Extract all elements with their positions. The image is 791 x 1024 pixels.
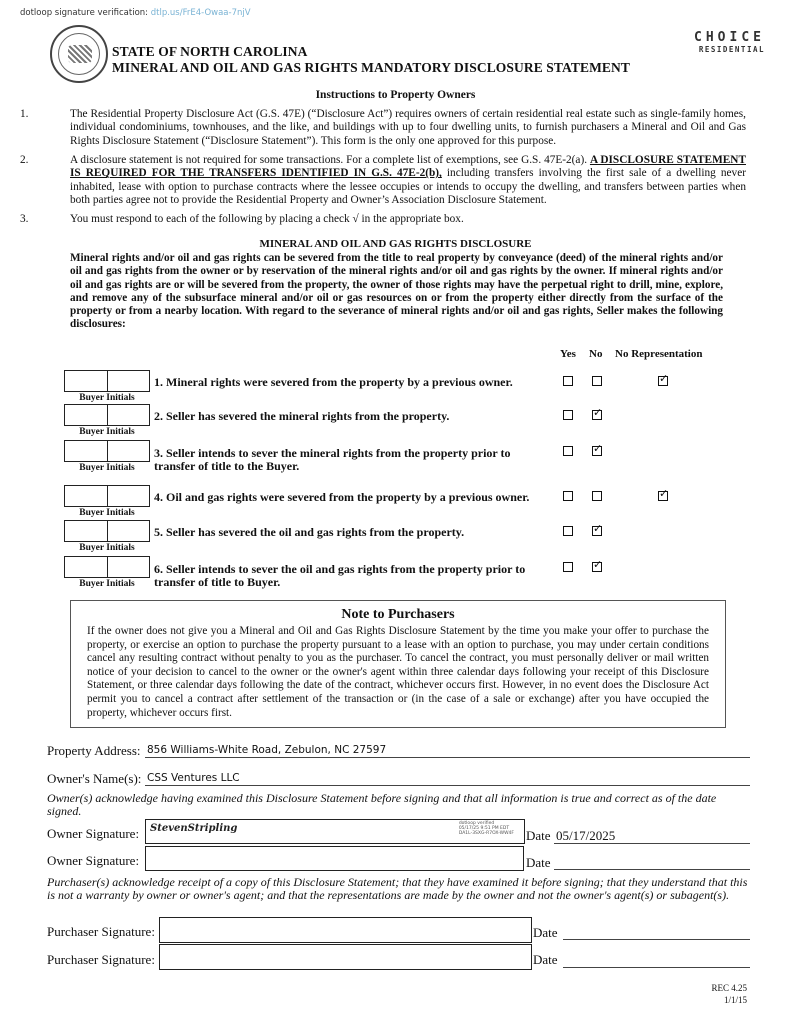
initials-box-1[interactable] <box>64 404 108 426</box>
item-text-a: A disclosure statement is not required for some transactions. For a complete list of exemptions, see G.S. 47E-2(a). <box>70 154 590 166</box>
initials-boxes[interactable] <box>64 556 150 578</box>
initials-box-2[interactable] <box>108 485 151 507</box>
initials-box-1[interactable] <box>64 556 108 578</box>
checkbox-no-representation[interactable] <box>658 491 668 501</box>
purchaser-signature-label-1: Purchaser Signature: <box>47 924 155 939</box>
initials-box-2[interactable] <box>108 520 151 542</box>
verification-label: dotloop signature verification: <box>20 8 149 18</box>
checkbox-yes[interactable] <box>563 491 573 501</box>
purchaser-date-line-2 <box>563 967 750 968</box>
owner-signature-field-1[interactable] <box>145 819 525 844</box>
instruction-item-3 <box>20 213 746 226</box>
purchaser-date-label-2: Date <box>533 952 558 967</box>
disclosure-heading: MINERAL AND OIL AND GAS RIGHTS DISCLOSURE <box>259 238 532 250</box>
dotloop-stamp <box>459 821 514 836</box>
checkbox-no[interactable] <box>592 446 602 456</box>
owner-date-label-1: Date <box>526 828 551 843</box>
brand-line-2: RESIDENTIAL <box>698 45 765 54</box>
purchaser-date-line-1 <box>563 939 750 940</box>
initials-boxes[interactable] <box>64 404 150 426</box>
column-yes: Yes <box>560 348 576 360</box>
instructions-heading: Instructions to Property Owners <box>315 89 476 101</box>
owner-names-label: Owner's Name(s): <box>47 771 142 786</box>
initials-boxes[interactable] <box>64 440 150 462</box>
item-text: You must respond to each of the following by placing a check √ in the appropriate box. <box>70 213 464 225</box>
checkbox-no[interactable] <box>592 491 602 501</box>
form-footer <box>711 982 747 1006</box>
instruction-item-1 <box>20 108 746 148</box>
checkbox-yes[interactable] <box>563 526 573 536</box>
question-text: 5. Seller has severed the oil and gas rights from the property. <box>154 525 465 539</box>
purchaser-acknowledgement: Purchaser(s) acknowledge receipt of a copy of this Disclosure Statement; that they have examined it before signing; that they understand that this is not a warranty by owner or owner's agent; and that the representations are made by the owner and not the owner's agent(s) or subagent(s). <box>47 875 748 902</box>
stamp-line: 05/17/25 9:51 PM EDT <box>458 826 510 831</box>
initials-box-2[interactable] <box>108 556 151 578</box>
column-no-representation: No Representation <box>615 348 703 360</box>
note-text: If the owner does not give you a Mineral and Oil and Gas Rights Disclosure Statement by the time you make your offer to purchase the property, or exercise an option to purchase the property pursuant to a lease with an option to purchase, you may under certain conditions cancel any resulting contract without penalty to you as the purchaser. To cancel the contract, you must personally deliver or mail written notice of your decision to cancel to the owner or the owner's agent within three calendar days following your receipt of this Disclosure Statement, or three calendar days following the date of the contract, whichever occurs first. However, in no event does the Disclosure Act permit you to cancel a contract after settlement of the transaction or (in the case of a sale or exchange) after you have occupied the property, whichever occurs first. <box>87 625 709 719</box>
purchaser-signature-field-1[interactable] <box>159 917 532 943</box>
note-to-purchasers <box>70 600 726 728</box>
initials-box-1[interactable] <box>64 440 108 462</box>
buyer-initials-label: Buyer Initials <box>79 543 135 553</box>
buyer-initials-label: Buyer Initials <box>79 393 135 403</box>
initials-box-1[interactable] <box>64 485 108 507</box>
property-address-value[interactable]: 856 Williams-White Road, Zebulon, NC 27597 <box>147 744 387 756</box>
initials-boxes[interactable] <box>64 370 150 392</box>
purchaser-signature-field-2[interactable] <box>159 944 532 970</box>
item-text-b: including transfers involving the first sale of a dwelling never inhabited, lease with option to purchase contracts where the lessee occupies or intends to occupy the dwelling, and transfers between parties when both parties agree not to provide the Residential Property and Owner’s Association Disclosure Statement. <box>70 167 746 206</box>
buyer-initials-label: Buyer Initials <box>79 463 135 473</box>
buyer-initials[interactable] <box>64 485 150 518</box>
seal-icon <box>50 25 108 83</box>
checkbox-no[interactable] <box>592 410 602 420</box>
item-number: 1. <box>20 108 29 120</box>
owner-names-value[interactable]: CSS Ventures LLC <box>147 772 240 784</box>
property-address-line <box>145 757 750 758</box>
checkbox-yes[interactable] <box>563 376 573 386</box>
initials-boxes[interactable] <box>64 485 150 507</box>
checkbox-no[interactable] <box>592 562 602 572</box>
dotloop-verification <box>20 8 251 18</box>
owner-date-line-1 <box>554 843 750 844</box>
owner-signature-field-2[interactable] <box>145 846 524 871</box>
checkbox-no[interactable] <box>592 376 602 386</box>
column-no: No <box>589 348 603 360</box>
owner-signature-value: StevenStripling <box>150 823 238 834</box>
title-line-1: STATE OF NORTH CAROLINA <box>112 44 308 59</box>
owner-date-value-1[interactable]: 05/17/2025 <box>556 828 616 843</box>
document-title <box>112 44 630 76</box>
buyer-initials-label: Buyer Initials <box>79 508 135 518</box>
form-date: 1/1/15 <box>723 995 747 1005</box>
owner-names-line <box>145 785 750 786</box>
checkbox-yes[interactable] <box>563 410 573 420</box>
brand-line-1: CHOICE <box>694 30 765 45</box>
initials-box-2[interactable] <box>108 440 151 462</box>
initials-box-1[interactable] <box>64 520 108 542</box>
stamp-line: DA1L-3SXG-R7OX-WW4F <box>458 831 514 836</box>
note-heading: Note to Purchasers <box>341 607 455 622</box>
buyer-initials[interactable] <box>64 404 150 437</box>
stamp-line: dotloop verified <box>458 821 495 826</box>
item-text-emphasis: A DISCLOSURE STATEMENT IS REQUIRED FOR THE TRANSFERS IDENTIFIED IN G.S. 47E-2(b), <box>70 154 746 180</box>
title-line-2: MINERAL AND OIL AND GAS RIGHTS MANDATORY DISCLOSURE STATEMENT <box>112 60 630 75</box>
question-text: 4. Oil and gas rights were severed from the property by a previous owner. <box>154 490 530 504</box>
question-text: 6. Seller intends to sever the oil and gas rights from the property prior to transfer of title to Buyer. <box>154 562 526 589</box>
buyer-initials[interactable] <box>64 520 150 553</box>
brand-logo <box>694 30 765 54</box>
owner-date-line-2 <box>554 869 750 870</box>
checkbox-no-representation[interactable] <box>658 376 668 386</box>
buyer-initials[interactable] <box>64 440 150 473</box>
property-address-label: Property Address: <box>47 743 141 758</box>
instruction-item-2 <box>20 154 746 207</box>
buyer-initials[interactable] <box>64 370 150 403</box>
initials-box-2[interactable] <box>108 404 151 426</box>
owner-date-label-2: Date <box>526 855 551 870</box>
item-number: 3. <box>20 213 29 225</box>
form-code: REC 4.25 <box>711 983 747 993</box>
purchaser-signature-label-2: Purchaser Signature: <box>47 952 155 967</box>
question-text: 1. Mineral rights were severed from the property by a previous owner. <box>154 375 513 389</box>
owner-acknowledgement: Owner(s) acknowledge having examined this Disclosure Statement before signing and that all information is true and correct as of the date signed. <box>47 791 717 818</box>
item-text: The Residential Property Disclosure Act (G.S. 47E) (“Disclosure Act”) requires owners of certain residential real estate such as single-family homes, individual condominiums, townhouses, and the like, and buildings with up to four dwelling units, to furnish purchasers a Mineral and Oil and Gas Rights Disclosure Statement (“Disclosure Statement”). This form is the only one approved for this purpose. <box>70 108 746 147</box>
buyer-initials-label: Buyer Initials <box>79 579 135 589</box>
buyer-initials-label: Buyer Initials <box>79 427 135 437</box>
question-text: 3. Seller intends to sever the mineral rights from the property prior to transfer of title to the Buyer. <box>154 446 511 473</box>
owner-signature-label-1: Owner Signature: <box>47 826 140 841</box>
initials-boxes[interactable] <box>64 520 150 542</box>
item-text <box>70 154 746 207</box>
initials-box-1[interactable] <box>64 370 108 392</box>
purchaser-date-label-1: Date <box>533 925 558 940</box>
checkbox-yes[interactable] <box>563 446 573 456</box>
owner-signature-label-2: Owner Signature: <box>47 853 140 868</box>
verification-link[interactable]: dtlp.us/FrE4-Owaa-7njV <box>150 8 251 18</box>
buyer-initials[interactable] <box>64 556 150 589</box>
item-number: 2. <box>20 154 29 166</box>
checkbox-no[interactable] <box>592 526 602 536</box>
initials-box-2[interactable] <box>108 370 151 392</box>
disclosure-paragraph: Mineral rights and/or oil and gas rights can be severed from the title to real property by conveyance (deed) of the mineral rights and/or oil and gas rights from the owner or by reservation of the mineral rights and/or oil and gas rights by the owner. If mineral rights and/or oil and gas rights are or will be severed from the property, the owner of those rights may have the perpetual right to drill, mine, explore, and remove any of the subsurface mineral and/or oil or gas resources on or from the property either directly from the surface of the property or from a nearby location. With regard to the severance of mineral rights and/or oil and gas rights, Seller makes the following disclosures: <box>70 252 723 331</box>
checkbox-yes[interactable] <box>563 562 573 572</box>
question-text: 2. Seller has severed the mineral rights from the property. <box>154 409 450 423</box>
